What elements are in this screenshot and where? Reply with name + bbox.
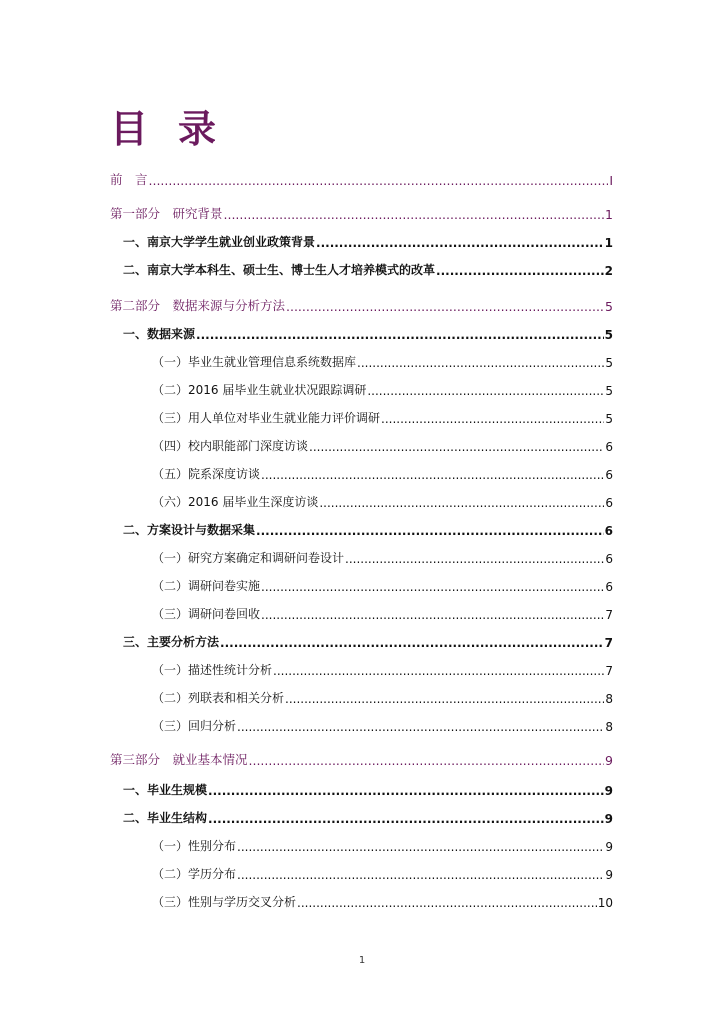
toc-entry-label: 一、数据来源 bbox=[123, 327, 196, 341]
toc-entry-label: 一、毕业生规模 bbox=[123, 783, 208, 797]
toc-entry-subsection[interactable] bbox=[152, 662, 613, 678]
leader-dots bbox=[224, 207, 605, 222]
toc-entry-subsection[interactable] bbox=[152, 606, 613, 622]
toc-entry-label: （一）描述性统计分析 bbox=[152, 663, 273, 677]
toc-entry-subsection[interactable] bbox=[152, 466, 613, 482]
leader-dots bbox=[249, 753, 605, 768]
leader-dots bbox=[285, 692, 604, 706]
toc-entry-section[interactable] bbox=[123, 234, 613, 250]
toc-entry-page: 9 bbox=[604, 784, 613, 798]
toc-entry-subsection[interactable] bbox=[152, 410, 613, 426]
leader-dots bbox=[345, 552, 604, 566]
leader-dots bbox=[220, 636, 604, 650]
toc-entry-subsection[interactable] bbox=[152, 550, 613, 566]
toc-entry-subsection[interactable] bbox=[152, 494, 613, 510]
leader-dots bbox=[261, 608, 604, 622]
toc-entry-label: （一）毕业生就业管理信息系统数据库 bbox=[152, 355, 357, 369]
toc-entry-page: 6 bbox=[605, 440, 613, 454]
toc-entry-page: 2 bbox=[604, 264, 613, 278]
leader-dots bbox=[319, 496, 604, 510]
toc-entry-page: 7 bbox=[605, 664, 613, 678]
toc-entry-subsection[interactable] bbox=[152, 894, 613, 910]
toc-entry-label: 前 言 bbox=[110, 172, 148, 187]
toc-entry-page: 5 bbox=[605, 384, 613, 398]
toc-entry-label: 第一部分 研究背景 bbox=[110, 206, 223, 221]
leader-dots bbox=[261, 580, 604, 594]
leader-dots bbox=[208, 812, 604, 826]
toc-entry-page: 8 bbox=[605, 720, 613, 734]
toc-entry-label: （三）性别与学历交叉分析 bbox=[152, 895, 297, 909]
toc-entry-page: 6 bbox=[605, 580, 613, 594]
leader-dots bbox=[286, 299, 604, 314]
toc-entry-page: 9 bbox=[605, 840, 613, 854]
toc-entry-label: （五）院系深度访谈 bbox=[152, 467, 261, 481]
leader-dots bbox=[237, 720, 604, 734]
toc-entry-part-2[interactable] bbox=[110, 298, 613, 314]
toc-entry-label: （四）校内职能部门深度访谈 bbox=[152, 439, 309, 453]
leader-dots bbox=[357, 356, 604, 370]
toc-entry-section[interactable] bbox=[123, 810, 613, 826]
toc-entry-label: 第二部分 数据来源与分析方法 bbox=[110, 298, 286, 313]
toc-entry-page: 5 bbox=[605, 299, 613, 314]
toc-entry-label: （二）学历分布 bbox=[152, 867, 237, 881]
toc-entry-page: 1 bbox=[604, 236, 613, 250]
toc-entry-subsection[interactable] bbox=[152, 718, 613, 734]
toc-entry-label: （一）性别分布 bbox=[152, 839, 237, 853]
leader-dots bbox=[381, 412, 604, 426]
toc-entry-section[interactable] bbox=[123, 634, 613, 650]
toc-entry-subsection[interactable] bbox=[152, 438, 613, 454]
toc-entry-part-3[interactable] bbox=[110, 752, 613, 768]
toc-entry-section[interactable] bbox=[123, 782, 613, 798]
toc-entry-label: （三）调研问卷回收 bbox=[152, 607, 261, 621]
toc-entry-page: 6 bbox=[604, 524, 613, 538]
toc-entry-page: 5 bbox=[604, 328, 613, 342]
leader-dots bbox=[196, 328, 604, 342]
page-number-footer: 1 bbox=[358, 955, 366, 966]
toc-entry-label: （三）回归分析 bbox=[152, 719, 237, 733]
leader-dots bbox=[316, 236, 604, 250]
toc-entry-subsection[interactable] bbox=[152, 382, 613, 398]
toc-entry-subsection[interactable] bbox=[152, 838, 613, 854]
leader-dots bbox=[367, 384, 604, 398]
leader-dots bbox=[237, 840, 604, 854]
leader-dots bbox=[261, 468, 604, 482]
toc-entry-page: 10 bbox=[597, 896, 613, 910]
toc-entry-label: 三、主要分析方法 bbox=[123, 635, 220, 649]
toc-entry-page: 7 bbox=[605, 608, 613, 622]
toc-entry-subsection[interactable] bbox=[152, 578, 613, 594]
toc-entry-label: 二、方案设计与数据采集 bbox=[123, 523, 256, 537]
leader-dots bbox=[237, 868, 604, 882]
toc-entry-part-1[interactable] bbox=[110, 206, 613, 222]
toc-entry-label: （六）2016 届毕业生深度访谈 bbox=[152, 495, 319, 509]
toc-entry-label: （一）研究方案确定和调研问卷设计 bbox=[152, 551, 345, 565]
toc-entry-label: 一、南京大学学生就业创业政策背景 bbox=[123, 235, 316, 249]
toc-entry-preface[interactable] bbox=[110, 172, 613, 188]
toc-entry-page: 6 bbox=[605, 468, 613, 482]
leader-dots bbox=[309, 440, 604, 454]
toc-entry-page: 1 bbox=[605, 207, 613, 222]
toc-entry-section[interactable] bbox=[123, 326, 613, 342]
toc-entry-label: （二）2016 届毕业生就业状况跟踪调研 bbox=[152, 383, 367, 397]
leader-dots bbox=[208, 784, 604, 798]
toc-entry-subsection[interactable] bbox=[152, 866, 613, 882]
toc-entry-page: 9 bbox=[604, 812, 613, 826]
leader-dots bbox=[273, 664, 604, 678]
toc-entry-label: （二）列联表和相关分析 bbox=[152, 691, 285, 705]
toc-entry-page: 5 bbox=[605, 356, 613, 370]
toc-entry-page: 6 bbox=[605, 552, 613, 566]
toc-entry-page: 9 bbox=[605, 868, 613, 882]
toc-entry-label: 二、南京大学本科生、硕士生、博士生人才培养模式的改革 bbox=[123, 263, 436, 277]
toc-entry-page: 9 bbox=[605, 753, 613, 768]
toc-entry-section[interactable] bbox=[123, 522, 613, 538]
toc-entry-subsection[interactable] bbox=[152, 354, 613, 370]
toc-entry-label: （二）调研问卷实施 bbox=[152, 579, 261, 593]
leader-dots bbox=[256, 524, 604, 538]
toc-entry-page: 5 bbox=[605, 412, 613, 426]
toc-entry-page: 8 bbox=[605, 692, 613, 706]
toc-entry-label: （三）用人单位对毕业生就业能力评价调研 bbox=[152, 411, 381, 425]
toc-title: 目录 bbox=[110, 107, 247, 151]
toc-entry-section[interactable] bbox=[123, 262, 613, 278]
leader-dots bbox=[297, 896, 597, 910]
toc-entry-label: 二、毕业生结构 bbox=[123, 811, 208, 825]
toc-entry-page: I bbox=[609, 173, 613, 188]
toc-entry-subsection[interactable] bbox=[152, 690, 613, 706]
toc-entry-page: 7 bbox=[604, 636, 613, 650]
toc-entry-label: 第三部分 就业基本情况 bbox=[110, 752, 248, 767]
leader-dots bbox=[436, 264, 604, 278]
leader-dots bbox=[149, 173, 609, 188]
toc-entry-page: 6 bbox=[605, 496, 613, 510]
